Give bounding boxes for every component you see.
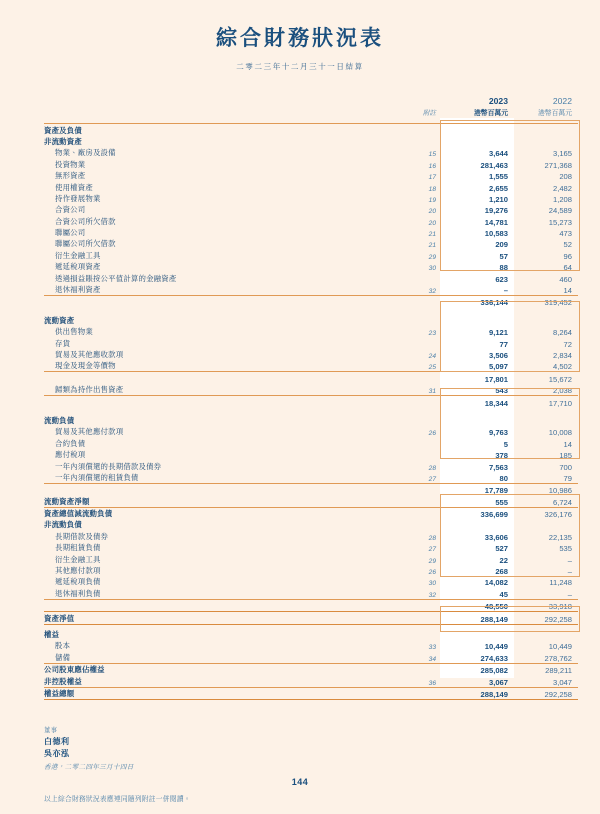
row-label: 合資公司所欠借款	[55, 216, 116, 226]
table-row	[44, 360, 578, 372]
row-label: 貿易及其他應付款項	[55, 427, 124, 437]
row-note: 27	[428, 475, 436, 483]
total-value-2023: 336,144	[440, 296, 514, 308]
table-row	[44, 204, 578, 215]
row-value-2023: 57	[499, 251, 508, 261]
table-row	[44, 426, 578, 437]
current-liabilities-total-row	[44, 483, 578, 495]
row-value-2023: 209	[495, 240, 508, 250]
closing-rule	[44, 699, 578, 704]
table-row	[44, 249, 578, 260]
subsection-equity-heading: 權益	[44, 629, 60, 639]
row-value-2022: 8,264	[552, 328, 572, 338]
row-value-2023: 3,506	[488, 351, 508, 360]
row-value-2023: 9,763	[488, 428, 508, 438]
non-controlling-2023: 3,067	[488, 677, 508, 687]
row-note	[406, 663, 440, 675]
row-label: 其他應付款項	[55, 566, 101, 576]
total-assets-less-current-liabilities-row	[44, 507, 578, 519]
row-note	[406, 437, 440, 448]
net-assets-2022: 292,258	[514, 612, 578, 624]
net-assets-row	[44, 612, 578, 624]
row-value-2023: 33,606	[484, 532, 508, 542]
row-value-2023: 80	[499, 473, 508, 483]
current-assets-subtotal-row	[44, 372, 578, 384]
row-value-2023: 77	[499, 339, 508, 349]
row-label: 透過損益賬按公平值計算的金融資產	[55, 273, 177, 283]
net-assets-label: 資產淨值	[44, 612, 406, 624]
table-row	[44, 576, 578, 587]
row-note: 21	[428, 231, 436, 239]
row-note	[406, 449, 440, 460]
total-assets-less-current-2023: 336,699	[440, 507, 514, 519]
total-equity-2023: 288,149	[440, 687, 514, 699]
spacer	[44, 408, 578, 415]
table-row	[44, 326, 578, 337]
table-row	[44, 449, 578, 460]
row-note: 29	[428, 253, 436, 261]
subsection-current-assets-heading: 流動資產	[44, 315, 75, 325]
row-value-2023: 10,449	[484, 642, 508, 652]
row-note: 26	[428, 569, 436, 577]
total-value-2022: 33,918	[514, 599, 578, 611]
header-year-row	[44, 96, 578, 107]
row-note: 19	[428, 196, 436, 204]
table-row	[44, 384, 578, 396]
total-assets-less-current-2022: 326,176	[514, 507, 578, 519]
table-row	[44, 215, 578, 226]
row-value-2022: 22,135	[548, 532, 572, 542]
table-row	[44, 181, 578, 192]
row-note: 20	[428, 219, 436, 227]
row-note: 30	[428, 580, 436, 588]
subsection-heading-row	[44, 136, 578, 147]
noncurrent-assets-total-row	[44, 296, 578, 308]
table-row	[44, 542, 578, 553]
table-row	[44, 170, 578, 181]
row-label: 存貨	[55, 338, 71, 348]
statement-footnote: 以上綜合財務狀況表應連同隨列附註一併閱讀。	[44, 795, 191, 803]
row-note: 30	[428, 265, 436, 273]
total-equity-label: 權益總額	[44, 687, 406, 699]
spacer	[44, 307, 578, 314]
row-value-2022: 14	[563, 286, 572, 296]
non-controlling-2022: 3,047	[552, 677, 572, 687]
row-note: 33	[428, 644, 436, 652]
row-label: 合約負債	[55, 438, 86, 448]
header-unit-current: 港幣百萬元	[474, 110, 508, 118]
row-value-2023: 14,082	[484, 578, 508, 588]
table-row	[44, 284, 578, 296]
table-row	[44, 261, 578, 272]
row-label: 退休福利資產	[55, 285, 101, 295]
row-value-2023: 623	[495, 274, 508, 284]
row-note: 26	[428, 430, 436, 438]
total-value-2022: 10,986	[514, 483, 578, 495]
shareholders-equity-row	[44, 663, 578, 675]
row-value-2023: 10,583	[484, 229, 508, 239]
row-label: 股本	[55, 641, 71, 651]
page-subtitle: 二零二三年十二月三十一日結算	[236, 62, 364, 72]
subtotal-value-2023: 17,801	[440, 372, 514, 384]
table-row	[44, 553, 578, 564]
row-value-2023: 527	[495, 544, 508, 554]
section-heading-row	[44, 124, 578, 136]
row-note: 27	[428, 546, 436, 554]
row-value-2022: 14	[563, 439, 572, 449]
row-value-2023: 7,563	[488, 462, 508, 472]
row-label: 供出售物業	[55, 327, 93, 337]
row-note: 28	[428, 534, 436, 542]
row-label: 長期租賃負債	[55, 543, 101, 553]
row-label: 儲備	[55, 652, 71, 662]
page-number: 144	[291, 777, 309, 787]
total-value-2023: 18,344	[440, 396, 514, 408]
title-block	[0, 0, 600, 72]
row-value-2023: 281,463	[480, 160, 508, 170]
row-value-2023: 88	[499, 263, 508, 273]
row-note: 20	[428, 208, 436, 216]
total-assets-less-current-label: 資產總值減流動負債	[44, 507, 406, 519]
row-value-2023: 5	[503, 439, 508, 449]
row-label: 投資物業	[55, 159, 86, 169]
row-value-2022: 15,273	[548, 217, 572, 227]
page-title: 綜合財務狀況表	[216, 27, 384, 50]
table-row	[44, 640, 578, 651]
row-value-2023: 1,555	[488, 172, 508, 182]
table-row	[44, 147, 578, 158]
row-value-2022: 271,368	[544, 160, 572, 170]
row-note: 21	[428, 242, 436, 250]
statement-of-financial-position-table	[44, 96, 578, 704]
row-value-2022: 278,762	[544, 653, 572, 663]
table-row	[44, 460, 578, 471]
row-value-2023: –	[503, 286, 508, 296]
row-value-2022: 96	[563, 251, 572, 261]
row-label: 物業、廠房及設備	[55, 148, 116, 158]
row-value-2022: 2,834	[552, 351, 572, 360]
section-assets-liabilities-heading: 資產及負債	[44, 125, 82, 135]
row-value-2022: 64	[563, 263, 572, 273]
row-value-2022: –	[567, 567, 572, 577]
table-row	[44, 565, 578, 576]
row-value-2022: 3,165	[552, 149, 572, 159]
total-value-2022: 17,710	[514, 396, 578, 408]
row-label: 長期借款及債券	[55, 531, 109, 541]
net-assets-2023: 288,149	[440, 612, 514, 624]
row-note: 32	[428, 288, 436, 296]
row-value-2022: 700	[559, 462, 572, 472]
row-label: 持作發展物業	[55, 193, 101, 203]
row-label: 現金及現金等價物	[55, 361, 116, 371]
table-row	[44, 472, 578, 484]
subsection-heading-row	[44, 415, 578, 426]
table-row	[44, 227, 578, 238]
row-note: 24	[428, 353, 436, 360]
row-value-2022: 460	[559, 274, 572, 284]
table-row	[44, 193, 578, 204]
row-note: 23	[428, 330, 436, 338]
non-controlling-interests-row	[44, 675, 578, 687]
row-value-2023: 378	[495, 451, 508, 461]
row-value-2022: –	[567, 555, 572, 565]
row-label: 衍生金融工具	[55, 250, 101, 260]
row-value-2022: 1,208	[552, 194, 572, 204]
row-label: 退休福利負債	[55, 588, 101, 598]
statement-table-wrapper	[44, 96, 578, 704]
signature-block	[44, 726, 600, 774]
table-row	[44, 158, 578, 169]
shareholders-equity-label: 公司股東應佔權益	[44, 663, 406, 675]
net-current-assets-2023: 555	[495, 497, 508, 507]
net-current-assets-row	[44, 495, 578, 507]
shareholders-equity-2022: 289,211	[514, 663, 578, 675]
row-note: 31	[428, 388, 436, 396]
net-current-assets-2022: 6,724	[552, 497, 572, 507]
signature-date: 香港，二零二四年三月十四日	[44, 764, 134, 772]
row-note: 16	[428, 162, 436, 170]
row-value-2023: 14,781	[484, 217, 508, 227]
row-value-2022: 10,008	[548, 428, 572, 438]
row-value-2022: 11,248	[549, 578, 572, 588]
row-value-2023: 19,276	[484, 206, 508, 216]
table-row	[44, 272, 578, 283]
subsection-heading-row	[44, 519, 578, 530]
row-value-2023: 3,644	[488, 149, 508, 159]
row-value-2022: 535	[559, 544, 572, 554]
row-label: 遞延稅項負債	[55, 577, 101, 587]
row-value-2023: 268	[495, 567, 508, 577]
row-note	[406, 272, 440, 283]
row-note: 29	[428, 557, 436, 565]
table-row	[44, 530, 578, 541]
noncurrent-liabilities-total-row	[44, 599, 578, 611]
row-value-2022: 208	[559, 172, 572, 182]
row-value-2023: 22	[499, 555, 508, 565]
net-current-assets-label: 流動資產淨額	[44, 496, 90, 506]
row-label: 遞延稅項資產	[55, 262, 101, 272]
signatory-role: 董事	[44, 726, 58, 734]
table-row	[44, 337, 578, 348]
subsection-noncurrent-assets-heading: 非流動資產	[44, 136, 82, 146]
total-value-2022: 319,452	[514, 296, 578, 308]
shareholders-equity-2023: 285,082	[440, 663, 514, 675]
current-assets-total-row	[44, 396, 578, 408]
row-value-2022: 72	[563, 339, 572, 349]
header-unit-row	[44, 107, 578, 120]
header-note-label: 附註	[422, 110, 436, 118]
signatory-name-2: 吳亦泓	[44, 749, 70, 759]
total-value-2023: 48,550	[440, 599, 514, 611]
row-note	[406, 337, 440, 348]
row-value-2022: 2,482	[552, 183, 572, 193]
row-note: 36	[428, 679, 436, 687]
total-equity-row	[44, 687, 578, 699]
row-label: 無形資產	[55, 171, 86, 181]
row-label: 使用權資產	[55, 182, 93, 192]
row-value-2022: 79	[563, 473, 572, 483]
non-controlling-label: 非控股權益	[44, 676, 82, 686]
row-value-2022: 10,449	[548, 642, 572, 652]
subsection-heading-row	[44, 314, 578, 325]
row-label: 貿易及其他應收款項	[55, 350, 124, 359]
row-value-2023: 2,655	[488, 183, 508, 193]
subtotal-value-2022: 15,672	[514, 372, 578, 384]
row-value-2023: 45	[499, 589, 508, 599]
total-value-2023: 17,789	[440, 483, 514, 495]
total-equity-2022: 292,258	[514, 687, 578, 699]
signatory-name-1: 白德利	[44, 736, 70, 746]
row-label: 聯屬公司所欠借款	[55, 239, 116, 249]
row-note: 34	[428, 655, 436, 663]
header-unit-previous: 港幣百萬元	[538, 110, 572, 118]
header-year-current: 2023	[488, 96, 508, 107]
subsection-current-liabilities-heading: 流動負債	[44, 415, 75, 425]
row-value-2022: 52	[563, 240, 572, 250]
row-value-2022: –	[567, 589, 572, 599]
row-label: 聯屬公司	[55, 228, 86, 238]
row-note: 15	[428, 151, 436, 159]
row-label: 一年內須償還的長期借款及債券	[55, 461, 162, 471]
row-value-2022: 473	[559, 229, 572, 239]
row-value-2023: 274,633	[480, 653, 508, 663]
row-value-2022: 4,502	[552, 362, 572, 372]
row-note: 32	[428, 591, 436, 599]
row-value-2022: 24,589	[548, 206, 572, 216]
header-year-previous: 2022	[552, 96, 572, 107]
table-row	[44, 651, 578, 663]
row-label: 歸類為持作出售資產	[55, 385, 124, 395]
row-note: 17	[428, 174, 436, 182]
subsection-noncurrent-liabilities-heading: 非流動負債	[44, 520, 82, 530]
row-label: 應付稅項	[55, 450, 86, 460]
row-value-2022: 2,038	[552, 386, 572, 396]
row-value-2023: 9,121	[488, 328, 508, 338]
row-note: 28	[428, 464, 436, 472]
table-row	[44, 238, 578, 249]
row-label: 一年內須償還的租賃負債	[55, 472, 139, 482]
row-note: 25	[428, 364, 436, 372]
row-label: 衍生金融工具	[55, 554, 101, 564]
row-value-2023: 1,210	[488, 194, 508, 204]
row-value-2023: 543	[495, 386, 508, 396]
table-row	[44, 349, 578, 360]
row-label: 合資公司	[55, 205, 86, 215]
table-row	[44, 587, 578, 599]
row-note: 18	[428, 185, 436, 193]
table-row	[44, 437, 578, 448]
subsection-heading-row	[44, 629, 578, 640]
row-value-2023: 5,097	[488, 362, 508, 372]
row-value-2022: 185	[559, 451, 572, 461]
